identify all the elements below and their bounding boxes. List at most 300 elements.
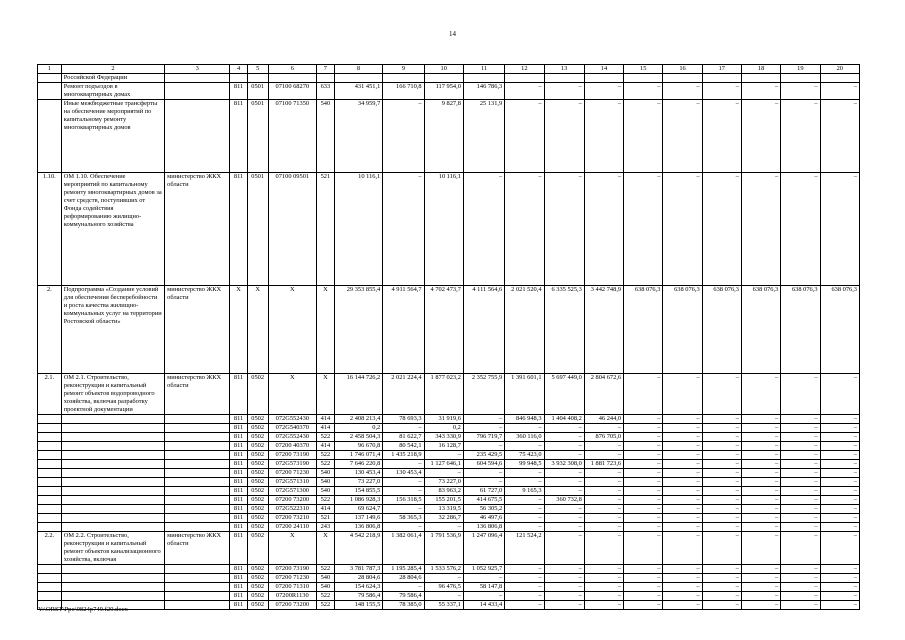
table-cell: – <box>702 451 741 460</box>
table-cell: 07200 40370 <box>268 442 317 451</box>
table-cell: – <box>820 469 859 478</box>
table-cell: 811 <box>230 523 248 532</box>
table-cell <box>38 496 62 505</box>
table-cell: – <box>781 469 820 478</box>
table-cell: – <box>741 415 780 424</box>
table-cell: 431 451,1 <box>334 83 383 100</box>
table-cell: 58 365,3 <box>383 514 424 523</box>
table-cell: 540 <box>317 583 335 592</box>
table-cell: 69 624,7 <box>334 505 383 514</box>
table-cell: – <box>624 601 663 610</box>
table-row <box>38 469 860 478</box>
table-cell: 14 433,4 <box>463 601 504 610</box>
table-cell: – <box>624 451 663 460</box>
header-cell: 8 <box>334 65 383 74</box>
table-cell: – <box>663 478 702 487</box>
table-cell: 1 404 408,2 <box>544 415 584 424</box>
table-cell: – <box>663 442 702 451</box>
table-cell: Х <box>317 374 335 415</box>
table-cell: – <box>781 487 820 496</box>
table-cell: – <box>584 442 623 451</box>
table-cell: 522 <box>317 496 335 505</box>
table-cell: 638 076,3 <box>781 286 820 374</box>
table-cell: – <box>624 100 663 173</box>
table-cell: – <box>702 469 741 478</box>
table-cell: – <box>584 451 623 460</box>
table-cell <box>38 505 62 514</box>
table-cell <box>505 74 544 83</box>
table-cell: – <box>781 574 820 583</box>
table-cell <box>820 74 859 83</box>
table-cell: – <box>624 592 663 601</box>
table-cell: – <box>781 451 820 460</box>
table-cell: 522 <box>317 592 335 601</box>
table-cell: 1 877 023,2 <box>424 374 463 415</box>
table-cell: – <box>741 478 780 487</box>
table-cell <box>781 74 820 83</box>
table-cell: – <box>702 83 741 100</box>
table-cell: 07100 71350 <box>268 100 317 173</box>
table-cell: – <box>544 83 584 100</box>
header-cell: 10 <box>424 65 463 74</box>
table-cell: 522 <box>317 565 335 574</box>
table-cell: 811 <box>230 478 248 487</box>
table-cell: 07200 73200 <box>268 601 317 610</box>
table-cell: – <box>624 433 663 442</box>
table-cell: – <box>663 523 702 532</box>
table-cell: 0502 <box>247 469 268 478</box>
table-cell: – <box>741 442 780 451</box>
table-cell <box>38 583 62 592</box>
table-cell <box>38 415 62 424</box>
table-cell: 0502 <box>247 523 268 532</box>
table-cell <box>544 74 584 83</box>
table-cell: – <box>383 583 424 592</box>
table-cell: – <box>544 565 584 574</box>
table-cell: министерство ЖКХ области <box>165 532 230 565</box>
table-cell: 121 524,2 <box>505 532 544 565</box>
table-cell: – <box>663 565 702 574</box>
table-cell: – <box>624 532 663 565</box>
table-cell: 28 804,6 <box>383 574 424 583</box>
table-cell: 0502 <box>247 374 268 415</box>
table-cell <box>165 496 230 505</box>
table-cell: – <box>741 100 780 173</box>
table-cell: – <box>741 173 780 286</box>
table-cell: 0501 <box>247 83 268 100</box>
table-cell: 1.10. <box>38 173 62 286</box>
table-cell: 32 286,7 <box>424 514 463 523</box>
table-cell: 540 <box>317 100 335 173</box>
table-cell: 10 116,1 <box>424 173 463 286</box>
table-cell <box>61 460 164 469</box>
table-row <box>38 565 860 574</box>
table-cell: – <box>663 424 702 433</box>
table-cell: – <box>544 574 584 583</box>
table-cell: 540 <box>317 574 335 583</box>
table-cell: – <box>505 505 544 514</box>
table-cell <box>61 496 164 505</box>
table-cell: – <box>820 601 859 610</box>
table-cell: – <box>544 469 584 478</box>
header-cell: 15 <box>624 65 663 74</box>
table-cell: – <box>820 505 859 514</box>
table-row <box>38 374 860 415</box>
table-cell: – <box>663 505 702 514</box>
table-cell: 811 <box>230 415 248 424</box>
table-cell: – <box>781 523 820 532</box>
table-cell: – <box>741 505 780 514</box>
table-cell: – <box>741 514 780 523</box>
table-cell: 7 646 220,8 <box>334 460 383 469</box>
table-cell: 34 959,7 <box>334 100 383 173</box>
table-cell: – <box>463 442 504 451</box>
table-cell: – <box>820 478 859 487</box>
header-cell: 9 <box>383 65 424 74</box>
table-cell: 243 <box>317 523 335 532</box>
table-cell <box>334 74 383 83</box>
header-cell: 19 <box>781 65 820 74</box>
table-cell: – <box>624 469 663 478</box>
header-cell: 5 <box>247 65 268 74</box>
table-cell: – <box>663 532 702 565</box>
table-cell: – <box>584 592 623 601</box>
table-cell: Х <box>247 286 268 374</box>
table-cell: – <box>702 173 741 286</box>
table-row <box>38 583 860 592</box>
table-cell: 0502 <box>247 442 268 451</box>
table-cell: 16 144 726,2 <box>334 374 383 415</box>
table-cell: – <box>383 460 424 469</box>
table-cell: – <box>584 505 623 514</box>
table-cell <box>38 100 62 173</box>
table-cell: 07200 24110 <box>268 523 317 532</box>
table-cell: 13 319,5 <box>424 505 463 514</box>
table-cell <box>165 460 230 469</box>
table-cell: – <box>820 433 859 442</box>
table-cell: 28 804,6 <box>334 574 383 583</box>
header-cell: 3 <box>165 65 230 74</box>
table-cell: Х <box>268 286 317 374</box>
table-cell: 117 954,0 <box>424 83 463 100</box>
table-cell: 1 391 601,1 <box>505 374 544 415</box>
table-cell: 07200 71230 <box>268 574 317 583</box>
table-cell: – <box>741 451 780 460</box>
table-cell: – <box>820 460 859 469</box>
table-cell: – <box>624 523 663 532</box>
table-cell <box>165 442 230 451</box>
table-cell: – <box>702 478 741 487</box>
table-cell: 83 963,2 <box>424 487 463 496</box>
table-cell: – <box>702 433 741 442</box>
table-cell: – <box>424 574 463 583</box>
table-cell: 154 624,3 <box>334 583 383 592</box>
table-row <box>38 424 860 433</box>
table-cell: 4 911 564,7 <box>383 286 424 374</box>
table-cell: 130 453,4 <box>334 469 383 478</box>
table-cell: 10 116,1 <box>334 173 383 286</box>
table-cell: 96 670,8 <box>334 442 383 451</box>
table-cell: – <box>505 424 544 433</box>
table-cell: – <box>702 415 741 424</box>
table-cell: – <box>624 505 663 514</box>
table-cell: 4 111 564,6 <box>463 286 504 374</box>
table-cell: – <box>505 442 544 451</box>
table-cell: 0502 <box>247 565 268 574</box>
table-cell: – <box>624 415 663 424</box>
table-cell: – <box>781 532 820 565</box>
table-cell <box>38 469 62 478</box>
table-row <box>38 523 860 532</box>
table-cell <box>61 442 164 451</box>
table-cell: – <box>702 514 741 523</box>
table-row <box>38 478 860 487</box>
table-cell: 811 <box>230 487 248 496</box>
table-cell: 811 <box>230 565 248 574</box>
table-cell: 78 385,0 <box>383 601 424 610</box>
table-cell: – <box>702 592 741 601</box>
table-cell: – <box>781 514 820 523</box>
table-cell: – <box>584 574 623 583</box>
table-cell: 072G571300 <box>268 487 317 496</box>
table-row <box>38 574 860 583</box>
table-cell: – <box>584 601 623 610</box>
table-cell: – <box>820 442 859 451</box>
table-cell: 4 702 473,7 <box>424 286 463 374</box>
table-cell: 0501 <box>247 173 268 286</box>
table-cell: – <box>584 565 623 574</box>
table-cell: 31 919,6 <box>424 415 463 424</box>
table-cell: 56 305,2 <box>463 505 504 514</box>
table-cell: – <box>505 565 544 574</box>
table-cell <box>38 83 62 100</box>
table-cell: 2.2. <box>38 532 62 565</box>
table-cell: 811 <box>230 173 248 286</box>
table-cell <box>38 565 62 574</box>
table-cell: – <box>544 100 584 173</box>
table-cell: – <box>505 514 544 523</box>
table-cell: 638 076,3 <box>820 286 859 374</box>
table-cell: 78 693,3 <box>383 415 424 424</box>
table-cell: 137 149,6 <box>334 514 383 523</box>
table-cell: – <box>463 424 504 433</box>
table-cell: 61 727,0 <box>463 487 504 496</box>
table-row <box>38 514 860 523</box>
table-cell <box>38 442 62 451</box>
table-cell: – <box>663 601 702 610</box>
header-cell: 18 <box>741 65 780 74</box>
table-cell: – <box>820 523 859 532</box>
table-cell <box>424 74 463 83</box>
table-cell: – <box>741 460 780 469</box>
table-cell: 07200 73190 <box>268 451 317 460</box>
header-cell: 2 <box>61 65 164 74</box>
table-cell: 0502 <box>247 460 268 469</box>
table-cell <box>38 514 62 523</box>
table-row <box>38 496 860 505</box>
table-cell: 0502 <box>247 415 268 424</box>
table-cell: – <box>505 83 544 100</box>
table-cell: – <box>820 451 859 460</box>
table-cell: 79 586,4 <box>334 592 383 601</box>
table-cell: 521 <box>317 514 335 523</box>
table-cell: 811 <box>230 374 248 415</box>
table-cell: – <box>781 505 820 514</box>
table-cell: – <box>741 532 780 565</box>
table-cell: – <box>383 505 424 514</box>
table-cell: 0,2 <box>334 424 383 433</box>
table-cell: 0502 <box>247 574 268 583</box>
table-cell <box>165 433 230 442</box>
table-cell: 811 <box>230 532 248 565</box>
header-cell: 20 <box>820 65 859 74</box>
table-cell: 96 476,5 <box>424 583 463 592</box>
table-cell: – <box>702 424 741 433</box>
table-cell: – <box>741 433 780 442</box>
table-cell: – <box>741 574 780 583</box>
table-cell: Подпрограмма «Создание условий для обеспечения бесперебойности и роста качества жилищно-коммунальных услуг на территории Ростовской области» <box>61 286 164 374</box>
table-cell: 156 318,5 <box>383 496 424 505</box>
table-cell: 876 705,0 <box>584 433 623 442</box>
table-cell: – <box>505 574 544 583</box>
table-cell: 638 076,3 <box>663 286 702 374</box>
table-cell: – <box>702 523 741 532</box>
table-cell: 1 127 646,1 <box>424 460 463 469</box>
table-row <box>38 83 860 100</box>
table-cell: 2 021 224,4 <box>383 374 424 415</box>
table-cell: 811 <box>230 442 248 451</box>
table-cell: – <box>741 523 780 532</box>
table-cell: 072G522310 <box>268 505 317 514</box>
table-cell: 522 <box>317 601 335 610</box>
table-cell: 07100 09501 <box>268 173 317 286</box>
table-cell: – <box>544 442 584 451</box>
table-cell <box>165 523 230 532</box>
table-cell <box>383 74 424 83</box>
table-cell: 0502 <box>247 583 268 592</box>
table-cell <box>38 424 62 433</box>
table-cell: – <box>820 574 859 583</box>
table-cell: – <box>624 83 663 100</box>
table-cell: 25 131,9 <box>463 100 504 173</box>
table-cell <box>165 583 230 592</box>
table-cell: – <box>624 424 663 433</box>
table-cell: – <box>820 496 859 505</box>
table-cell: 638 076,3 <box>741 286 780 374</box>
table-cell: – <box>663 100 702 173</box>
table-cell <box>165 487 230 496</box>
table-cell: ОМ 2.2. Строительство, реконструкция и капитальный ремонт объектов канализационного хозяйства, включая <box>61 532 164 565</box>
table-row <box>38 286 860 374</box>
table-cell: – <box>820 415 859 424</box>
table-cell: – <box>781 601 820 610</box>
table-cell: – <box>741 469 780 478</box>
table-cell: – <box>741 583 780 592</box>
table-cell: – <box>663 469 702 478</box>
table-cell: – <box>424 592 463 601</box>
table-cell <box>317 74 335 83</box>
table-cell <box>61 505 164 514</box>
table-cell: – <box>781 442 820 451</box>
table-cell: 0502 <box>247 601 268 610</box>
table-cell: – <box>584 583 623 592</box>
table-cell: 07200 71230 <box>268 469 317 478</box>
table-cell: – <box>820 514 859 523</box>
table-cell: 2 458 504,3 <box>334 433 383 442</box>
table-cell: 155 201,5 <box>424 496 463 505</box>
table-row <box>38 433 860 442</box>
table-cell: 1 086 928,3 <box>334 496 383 505</box>
header-cell: 14 <box>584 65 623 74</box>
table-cell: – <box>702 100 741 173</box>
table-cell <box>165 74 230 83</box>
table-cell: – <box>584 173 623 286</box>
table-cell: 0502 <box>247 433 268 442</box>
table-cell: 81 622,7 <box>383 433 424 442</box>
table-cell: – <box>702 574 741 583</box>
table-cell: – <box>584 424 623 433</box>
table-cell: 638 076,3 <box>624 286 663 374</box>
table-cell: ОМ 2.1. Строительство, реконструкция и капитальный ремонт объектов водопроводного хозяйства, включая разработку проектной документации <box>61 374 164 415</box>
table-cell: – <box>820 173 859 286</box>
table-cell: 811 <box>230 460 248 469</box>
table-row <box>38 592 860 601</box>
table-cell: – <box>424 523 463 532</box>
table-cell: – <box>663 496 702 505</box>
table-cell: Ремонт подъездов в многоквартирных домах <box>61 83 164 100</box>
table-cell: – <box>505 173 544 286</box>
page-number: 14 <box>449 30 456 38</box>
table-cell: 1 533 576,2 <box>424 565 463 574</box>
table-cell: – <box>663 574 702 583</box>
table-cell: – <box>781 478 820 487</box>
table-cell: 1 247 096,4 <box>463 532 504 565</box>
table-cell: 136 806,8 <box>463 523 504 532</box>
table-cell <box>61 451 164 460</box>
table-cell: Российской Федерации <box>61 74 164 83</box>
table-cell <box>61 487 164 496</box>
table-cell: – <box>383 424 424 433</box>
table-cell <box>61 523 164 532</box>
table-cell: – <box>663 374 702 415</box>
table-cell <box>165 424 230 433</box>
table-cell: – <box>741 601 780 610</box>
table-cell: – <box>820 487 859 496</box>
table-cell: 79 586,4 <box>383 592 424 601</box>
table-cell: – <box>702 374 741 415</box>
table-cell: 73 227,0 <box>424 478 463 487</box>
table-cell: 811 <box>230 451 248 460</box>
table-cell: 1 791 536,9 <box>424 532 463 565</box>
table-cell: – <box>624 374 663 415</box>
table-cell: – <box>463 574 504 583</box>
table-cell: – <box>663 487 702 496</box>
table-cell: – <box>544 532 584 565</box>
table-cell: – <box>820 565 859 574</box>
table-cell: – <box>383 478 424 487</box>
table-cell: – <box>820 374 859 415</box>
table-row <box>38 532 860 565</box>
table-cell: – <box>584 487 623 496</box>
table-cell: 154 855,5 <box>334 487 383 496</box>
table-cell: 343 330,9 <box>424 433 463 442</box>
table-cell: 80 542,1 <box>383 442 424 451</box>
table-cell <box>165 83 230 100</box>
table-cell: – <box>781 173 820 286</box>
table-row <box>38 173 860 286</box>
table-cell: 811 <box>230 601 248 610</box>
table-cell <box>663 74 702 83</box>
